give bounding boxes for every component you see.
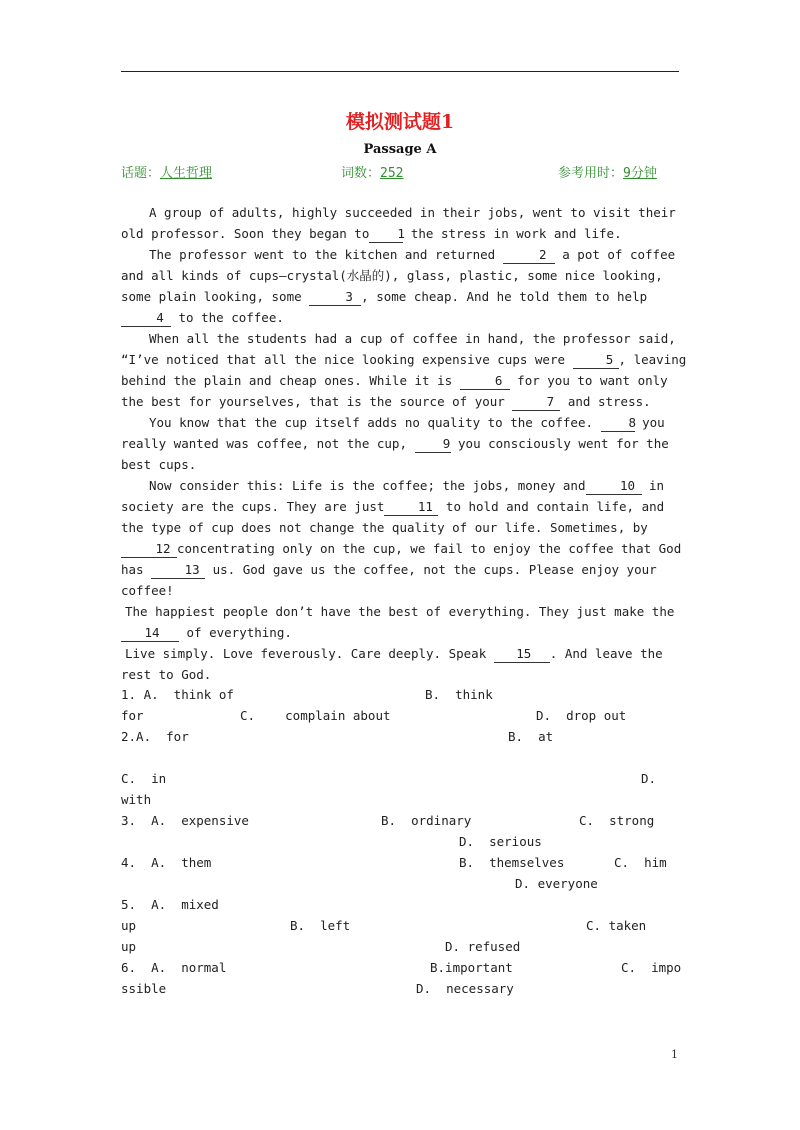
paragraph-3 [121,328,691,412]
text: Live simply. Love feverously. Care deeply. Speak [125,646,494,661]
text: a pot of coffee and all kinds of cups—crystal(水晶的), glass, plastic, some nice looking, some plain looking, some [121,247,676,304]
text: When all the students had a cup of coffee in hand, the professor said, “I’ve noticed that all the nice looking expensive cups were [121,331,676,367]
option-4a: 4. A. them [121,855,212,870]
option-5d: D. refused [445,939,521,954]
option-2d: D. [641,771,657,786]
blank-11: 11 [384,499,438,516]
question-1-row [121,684,681,705]
blank-3: 3 [309,289,361,306]
option-2d-cont: with [121,792,152,807]
paragraph-7 [121,643,691,685]
header-rule [121,71,679,72]
option-3a: 3. A. expensive [121,813,249,828]
option-6c-cont: ssible [121,981,167,996]
text: The happiest people don’t have the best of everything. They just make the [125,604,675,619]
blank-7: 7 [512,394,560,411]
paragraph-5 [121,475,691,601]
question-5-row [121,894,681,915]
topic-value: 人生哲理 [160,166,213,181]
blank-14: 14 [121,625,179,642]
paragraph-1 [121,202,691,244]
text: to the coffee. [171,310,284,325]
word-count-meta [341,162,404,181]
blank-8: 8 [601,415,635,432]
blank-9: 9 [415,436,451,453]
text: you consciously went for the best cups. [121,436,669,472]
option-6a: 6. A. normal [121,960,227,975]
text: you really wanted was coffee, not the cup, [121,415,665,451]
text: in society are the cups. They are just [121,478,665,514]
blank-5: 5 [573,352,619,369]
blank-15: 15 [494,646,550,663]
question-3-row [121,810,681,831]
text: us. God gave us the coffee, not the cups. Please enjoy your coffee! [121,562,657,598]
text: and stress. [560,394,651,409]
text: to hold and contain life, and the type of cup does not change the quality of our life. Sometimes, by [121,499,665,535]
options-list [121,684,681,999]
page-title: 模拟测试题1 [345,111,455,133]
question-4-row-cont [121,873,681,894]
question-4-row [121,852,681,873]
word-count-value: 252 [380,166,404,181]
spacer-row [121,747,681,768]
option-3d: D. serious [459,834,542,849]
passage-subtitle: Passage A [363,142,437,157]
time-value: 9分钟 [623,166,657,181]
question-3-row-cont [121,831,681,852]
paragraph-6 [121,601,691,643]
option-4b: B. themselves [459,855,565,870]
option-5c: C. taken [586,918,647,933]
text: . And leave the rest to God. [121,646,663,682]
option-5b: B. left [290,918,351,933]
option-2c: C. in [121,771,167,786]
option-4d: D. everyone [515,876,598,891]
question-2-row-cont [121,768,681,789]
blank-1: 1 [369,226,403,243]
paragraph-4 [121,412,691,475]
option-6c: C. impo [621,960,682,975]
option-5a: 5. A. mixed [121,897,219,912]
topic-label: 话题： [121,166,161,181]
word-count-label: 词数： [341,166,381,181]
time-label: 参考用时： [558,166,624,181]
text: , leaving behind the plain and cheap ones. While it is [121,352,687,388]
blank-4: 4 [121,310,171,327]
option-5a-cont: up [121,918,137,933]
question-6-row-cont [121,978,681,999]
option-5c-cont: up [121,939,137,954]
question-2-row [121,726,681,747]
time-meta [558,162,657,181]
option-1d: D. drop out [536,708,627,723]
option-2b: B. at [508,729,554,744]
blank-6: 6 [460,373,510,390]
paragraph-2 [121,244,691,328]
option-4c: C. him [614,855,667,870]
text: A group of adults, highly succeeded in their jobs, went to visit their old professor. Soon they began to [121,205,676,241]
text: of everything. [179,625,292,640]
text: Now consider this: Life is the coffee; the jobs, money and [149,478,586,493]
question-2-row-cont2 [121,789,681,810]
option-1b: B. think [425,687,493,702]
option-6b: B.important [430,960,513,975]
blank-2: 2 [503,247,555,264]
option-1a: 1. A. think of [121,687,234,702]
blank-12: 12 [121,541,177,558]
blank-13: 13 [151,562,205,579]
option-3c: C. strong [579,813,655,828]
option-2a: 2.A. for [121,729,189,744]
text: for you to want only the best for yourselves, that is the source of your [121,373,668,409]
question-5-row-cont2 [121,936,681,957]
topic-meta [121,162,212,181]
text: the stress in work and life. [403,226,622,241]
text: You know that the cup itself adds no quality to the coffee. [149,415,601,430]
blank-10: 10 [586,478,642,495]
text: The professor went to the kitchen and returned [149,247,503,262]
question-6-row [121,957,681,978]
option-3b: B. ordinary [381,813,472,828]
question-5-row-cont [121,915,681,936]
passage-body [121,202,691,685]
option-1c: C. complain about [240,708,391,723]
question-1-row-cont [121,705,681,726]
text: , some cheap. And he told them to help [361,289,648,304]
page-number: 1 [671,1048,678,1061]
text: concentrating only on the cup, we fail to enjoy the coffee that God has [121,541,682,577]
option-6d: D. necessary [416,981,514,996]
option-1b-cont: for [121,708,144,723]
